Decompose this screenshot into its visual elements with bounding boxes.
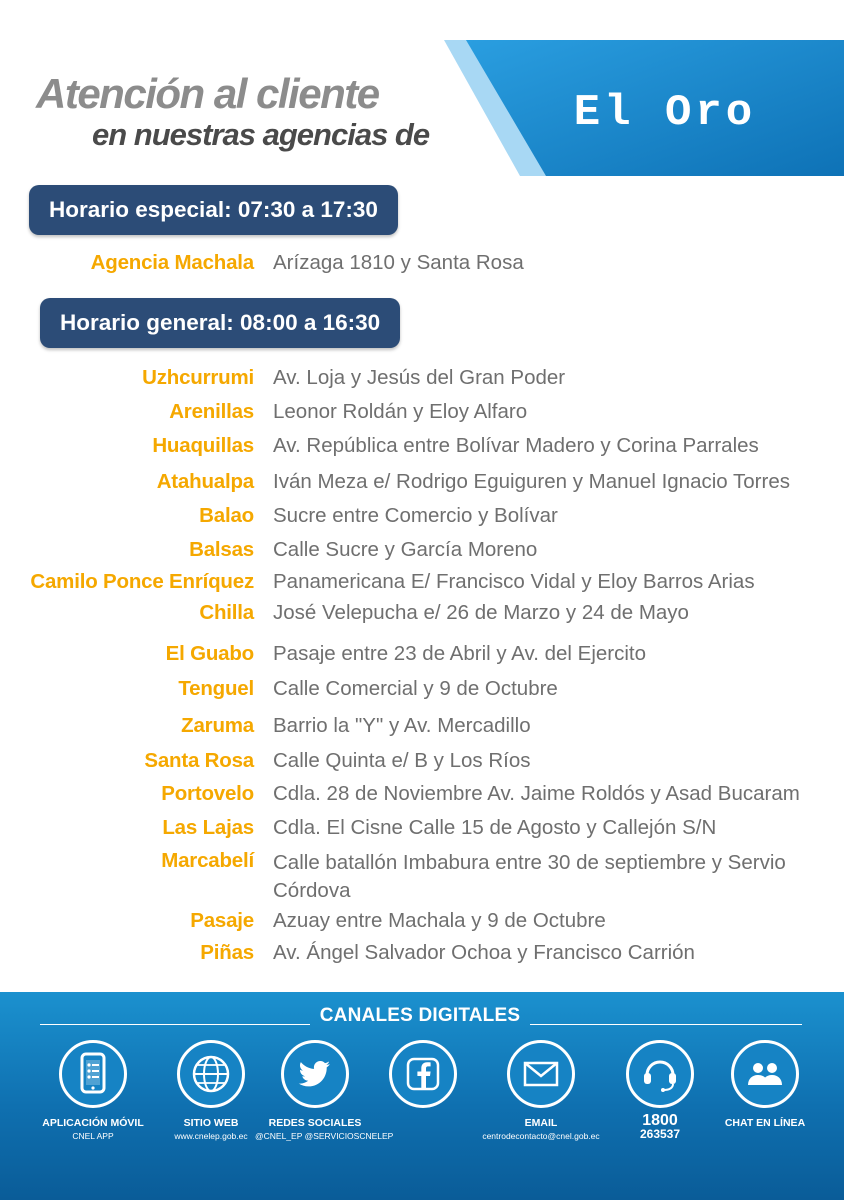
- region-name: El Oro: [573, 88, 757, 138]
- agency-name: Atahualpa: [156, 470, 254, 493]
- agency-address: Iván Meza e/ Rodrigo Eguiguren y Manuel Ignacio Torres: [273, 470, 790, 493]
- agency-name: Camilo Ponce Enríquez: [30, 570, 254, 593]
- channel-label: APLICACIÓN MÓVIL: [42, 1117, 144, 1129]
- agency-row: [0, 714, 844, 744]
- agency-address: Av. Loja y Jesús del Gran Poder: [273, 366, 566, 389]
- agency-address: Av. Ángel Salvador Ochoa y Francisco Carrión: [273, 941, 695, 964]
- agency-row: [0, 504, 844, 534]
- agency-name: Las Lajas: [162, 816, 254, 839]
- globe-icon: [177, 1040, 245, 1108]
- header-subtitle: en nuestras agencias de: [92, 117, 430, 152]
- agency-row: [0, 366, 844, 396]
- agency-row: [0, 941, 844, 971]
- agency-name: El Guabo: [165, 642, 254, 665]
- header-title: Atención al cliente: [36, 70, 379, 117]
- chat-icon: [731, 1040, 799, 1108]
- agency-row: [0, 909, 844, 939]
- channel-sub: www.cnelep.gob.ec: [174, 1131, 248, 1141]
- channel-email[interactable]: [481, 1040, 601, 1141]
- agency-name: Piñas: [200, 941, 254, 964]
- phone-number-suffix: 263537: [639, 1127, 681, 1141]
- agency-address: Cdla. 28 de Noviembre Av. Jaime Roldós y Asad Bucaram: [273, 782, 800, 805]
- agency-address: Barrio la "Y" y Av. Mercadillo: [273, 714, 531, 737]
- agency-name: Huaquillas: [152, 434, 254, 457]
- agency-row: [0, 570, 844, 600]
- agency-name: Arenillas: [169, 400, 254, 423]
- channel-mobile-app[interactable]: [33, 1040, 153, 1141]
- channel-twitter[interactable]: [255, 1040, 394, 1141]
- agency-row: [0, 434, 844, 464]
- divider: [40, 1024, 310, 1025]
- agency-name: Marcabelí: [161, 849, 254, 872]
- agency-name: Uzhcurrumi: [142, 366, 254, 389]
- agency-name: Agencia Machala: [90, 251, 254, 274]
- footer-title: CANALES DIGITALES: [319, 1005, 521, 1026]
- agency-row: [0, 642, 844, 672]
- agency-row: [0, 816, 844, 846]
- channel-label: SITIO WEB: [183, 1117, 239, 1129]
- special-schedule-badge: Horario especial: 07:30 a 17:30: [29, 185, 398, 235]
- divider: [530, 1024, 802, 1025]
- agency-address: Calle Comercial y 9 de Octubre: [273, 677, 558, 700]
- agency-row: [0, 470, 844, 500]
- channel-sub: centrodecontacto@cnel.gob.ec: [482, 1131, 600, 1141]
- channel-phone[interactable]: [600, 1040, 720, 1140]
- channel-label: EMAIL: [524, 1117, 558, 1129]
- agency-name: Tenguel: [178, 677, 254, 700]
- agency-address: Calle Sucre y García Moreno: [273, 538, 538, 561]
- agency-row: [0, 749, 844, 779]
- headset-icon: [626, 1040, 694, 1108]
- agency-row: [0, 400, 844, 430]
- agency-address: José Velepucha e/ 26 de Marzo y 24 de Mayo: [273, 601, 689, 624]
- agency-name: Pasaje: [190, 909, 254, 932]
- facebook-icon: [389, 1040, 457, 1108]
- mobile-app-icon: [59, 1040, 127, 1108]
- email-icon: [507, 1040, 575, 1108]
- agency-name: Balao: [199, 504, 254, 527]
- channel-label: CHAT EN LÍNEA: [724, 1117, 806, 1129]
- agency-address: Pasaje entre 23 de Abril y Av. del Ejercito: [273, 642, 647, 665]
- agency-row: [0, 677, 844, 707]
- agency-name: Santa Rosa: [144, 749, 254, 772]
- agency-row: [0, 782, 844, 812]
- agency-address: Calle batallón Imbabura entre 30 de septiembre y Servio Córdova: [273, 851, 786, 902]
- agency-address: Panamericana E/ Francisco Vidal y Eloy Barros Arias: [273, 570, 755, 593]
- agency-name: Portovelo: [161, 782, 254, 805]
- channel-facebook[interactable]: [363, 1040, 483, 1108]
- agency-address: Cdla. El Cisne Calle 15 de Agosto y Callejón S/N: [273, 816, 717, 839]
- agency-address: Sucre entre Comercio y Bolívar: [273, 504, 558, 527]
- channel-label: REDES SOCIALES: [268, 1117, 362, 1129]
- agency-name: Chilla: [199, 601, 254, 624]
- agency-row: [0, 538, 844, 568]
- agency-address: Arízaga 1810 y Santa Rosa: [273, 251, 524, 274]
- agency-address: Leonor Roldán y Eloy Alfaro: [273, 400, 528, 423]
- agency-address: Calle Quinta e/ B y Los Ríos: [273, 749, 531, 772]
- twitter-icon: [281, 1040, 349, 1108]
- agency-address: Azuay entre Machala y 9 de Octubre: [273, 909, 606, 932]
- agency-row: [0, 601, 844, 631]
- channel-website[interactable]: [151, 1040, 271, 1141]
- agency-address: Av. República entre Bolívar Madero y Corina Parrales: [273, 434, 759, 457]
- channel-chat[interactable]: [705, 1040, 825, 1129]
- agency-row: [0, 849, 844, 905]
- channel-sub: @CNEL_EP @SERVICIOSCNELEP: [255, 1131, 394, 1141]
- channel-sub: CNEL APP: [72, 1131, 114, 1141]
- phone-number: 1800: [642, 1112, 678, 1129]
- agency-row: [0, 251, 844, 281]
- agency-name: Balsas: [189, 538, 254, 561]
- agency-name: Zaruma: [181, 714, 254, 737]
- general-schedule-badge: Horario general: 08:00 a 16:30: [40, 298, 400, 348]
